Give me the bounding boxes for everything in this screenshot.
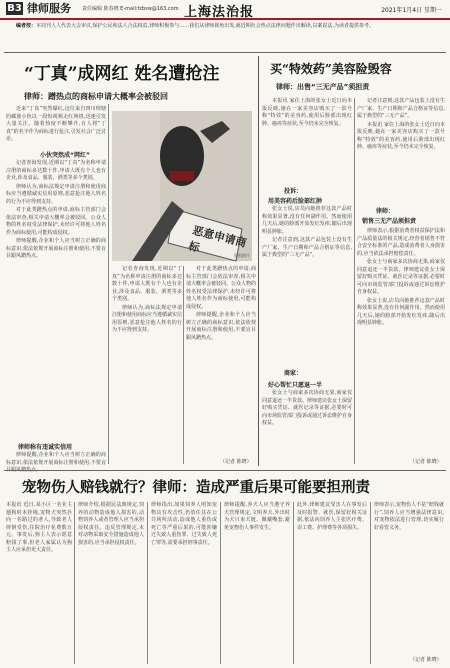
- photo-caption: 资料图片: [234, 253, 250, 258]
- editor-note: [16, 22, 444, 30]
- right-crosshead-1-text: 用美容药后脸部红肿: [268, 198, 323, 205]
- page-number-badge: B3: [7, 3, 22, 14]
- right-paragraph: 本报讯 家住上海的张女士近日向本报反映,她在一家美容店购买了一款号称“特效”的美容药,使用后脸部出现红肿、瘙痒等症状,至今仍未完全恢复。: [262, 98, 352, 127]
- right-crosshead-3-text: 好心帮忙只愿退一半: [268, 382, 323, 389]
- right-paragraph: 张女士与商家多次协商无果,商家仅同意退还一半货款。律师建议张女士保留好购买凭证、就医记录等证据,必要时可向市场监管部门投诉或通过诉讼维护自身权益。: [357, 259, 445, 295]
- left-paragraph: 记者查询发现,近期以“丁真”为名称申请注册的商标多达数十件,申请人既有个人也有企业,涉及食品、服装、酒类等多个类别。: [112, 266, 182, 302]
- bottom-column-4: 律师提醒,养犬人应当遵守养犬管理规定,文明养犬,外出时为犬只束犬链、佩戴嘴套,避免宠物伤人事件发生。: [224, 502, 290, 531]
- right-article-title: 买“特效药”美容险毁容: [270, 62, 392, 76]
- left-paragraph: 对于此类蹭热点的申请,商标主管部门会依法审查,相关申请大概率会被驳回。公众人物的姓名权受法律保护,未经许可将他人姓名作为商标使用,可能构成侵权。: [186, 266, 257, 310]
- left-paragraph: 律师提醒,企业和个人应当树立正确的商标意识,依法依规开展商标注册和使用,不要盲目跟风蹭热点。: [6, 238, 106, 259]
- column-divider: [354, 98, 355, 464]
- left-article-tail: [6, 452, 106, 464]
- right-paragraph: 张女士与商家多次协商无果,商家仅同意退还一半货款。律师建议张女士保留好购买凭证、就医记录等证据,必要时可向市场监管部门投诉或通过诉讼维护自身权益。: [262, 390, 353, 426]
- column-divider: [147, 502, 148, 664]
- editor-info: 责任编辑 陈春晓 E-mail:fzbsw@163.com: [82, 6, 179, 12]
- column-divider: [370, 502, 371, 664]
- column-divider: [183, 266, 184, 464]
- editor-note-text: 本周刊人人代表大会审议,保护公民和法人合法权益,律师积极参与……我们从律师视角出发,就近期社会热点法律问题作出解读,以案说法,为读者提供参考。: [36, 23, 374, 29]
- left-byline: （记者 陈晓）: [220, 459, 252, 465]
- right-crosshead-1: [284, 186, 302, 195]
- right-column-a-bottom: [262, 390, 352, 464]
- left-paragraph: 对于此类蹭热点的申请,商标主管部门会依法审查,相关申请大概率会被驳回。公众人物的姓名权受法律保护,未经许可将他人姓名作为商标使用,可能构成侵权。: [6, 207, 106, 236]
- top-divider: [4, 52, 446, 53]
- right-byline: （记者 陈晓）: [410, 459, 442, 465]
- right-paragraph: 本报讯 家住上海的张女士近日向本报反映,她在一家美容店购买了一款号称“特效”的美容药,使用后脸部出现红肿、瘙痒等症状,至今仍未完全恢复。: [357, 121, 445, 150]
- middle-column-a: [112, 266, 182, 466]
- right-column-b-top: [357, 98, 445, 202]
- right-paragraph: 记者注意到,这款产品包装上没有生产厂家、生产日期和产品合格证等信息,属于典型的“三无产品”。: [357, 98, 445, 119]
- left-article-lead: [6, 106, 106, 146]
- left-crosshead-1: 小伙突然成“网红”: [40, 152, 90, 159]
- bottom-column-1: 本报讯 近日,某小区一名业主遛狗时未拴绳,宠物犬突然扑向一名路过的老人,导致老人摔倒受伤,住院治疗花费数万元。事发后,狗主人表示愿意赔钱了事,但老人家属认为狗主人应承担更大责任。: [6, 502, 72, 553]
- right-crosshead-2: 律师：: [376, 208, 395, 215]
- page-header: [0, 0, 450, 20]
- sign-text: 恶意申请商标: [187, 223, 248, 255]
- right-article-subtitle: 律师：出售“三无产品”须担责: [276, 83, 370, 91]
- illustration-photo: [112, 111, 252, 261]
- right-crosshead-3: 商家：: [284, 370, 303, 377]
- right-crosshead-1-label: 投诉：: [284, 188, 303, 195]
- masthead: 上海法治报: [184, 5, 255, 20]
- right-crosshead-2-text: 销售三无产品须担责: [362, 218, 417, 225]
- bottom-column-6: 律师表示,宠物伤人不是“赔钱就行”,饲养人应当增强法律意识,对宠物依法进行管理,切实履行好看管义务。: [374, 502, 444, 531]
- left-paragraph: 记者查询发现,近期以“丁真”为名称申请注册的商标多达数十件,申请人既有个人也有企业,涉及食品、服装、酒类等多个类别。: [6, 160, 106, 181]
- right-paragraph: 张女士说,店员向她推荐这款产品时称效果显著,没有任何副作用。然而使用几天后,她的脸部开始发红发痒,随后出现明显肿胀。: [357, 297, 445, 326]
- right-column-b-body: [357, 228, 445, 454]
- right-column-a-mid: [262, 206, 352, 366]
- article-divider: [258, 56, 259, 466]
- column-divider: [293, 502, 294, 664]
- bottom-column-5: 此外,律师建议受害人在事发后及时报警、就医,保留好相关证据,依法向饲养人主张医疗费、误工费、护理费等各项损失。: [297, 502, 367, 531]
- section-name: 律师服务: [27, 2, 71, 15]
- left-article-body: [6, 160, 106, 425]
- column-divider: [74, 502, 75, 664]
- column-divider: [220, 502, 221, 664]
- left-article-title: “丁真”成网红 姓名遭抢注: [24, 64, 220, 84]
- left-paragraph: 律师提醒,企业和个人应当树立正确的商标意识,依法依规开展商标注册和使用,不要盲: [6, 452, 106, 466]
- middle-divider: [4, 470, 446, 471]
- left-crosshead-2: 律师称有违诚实信用: [18, 444, 73, 451]
- column-divider: [108, 104, 109, 464]
- left-paragraph: 近来“丁真”突然爆红,这位来自四川理塘的藏族小伙以一段短视频走红网络,迅速引发大量关注。随着热度不断攀升,有人将“丁真”的名字作为商标进行抢注,引发社会广泛讨论。: [6, 106, 106, 142]
- editor-note-label: 编者按：: [16, 23, 37, 29]
- left-paragraph: 律师提醒,企业和个人应当树立正确的商标意识,依法依规开展商标注册和使用,不要盲目跟风蹭热点。: [186, 312, 256, 341]
- bottom-column-2: 律师介绍,根据民法典规定,饲养的动物造成他人损害的,动物饲养人或者管理人应当承担侵权责任。违反管理规定,未对动物采取安全措施造成他人损害的,应当承担侵权责任。: [78, 502, 144, 546]
- issue-date: 2021年1月4日 星期一: [381, 7, 442, 14]
- left-article-subtitle: 律师：蹭热点的商标申请大概率会被驳回: [24, 92, 168, 101]
- right-column-a-top: [262, 98, 352, 180]
- middle-column-b: [186, 266, 256, 466]
- bottom-article-title: 宠物伤人赔钱就行？律师：造成严重后果可能要担刑责: [22, 480, 370, 496]
- bottom-column-3: 律师指出,如果饲养人明知宠物具有攻击性,仍放任其在公共场所活动,造成他人重伤或死亡等严重后果的,可能涉嫌过失致人重伤罪、过失致人死亡罪等,需要承担刑事责任。: [151, 502, 217, 546]
- bottom-byline: （记者 陈晓）: [410, 657, 442, 663]
- left-paragraph: 律师认为,商标法规定申请注册和使用商标应当遵循诚实信用原则,恶意抢注他人姓名的行为不应得到支持。: [112, 304, 183, 333]
- right-paragraph: 张女士说,店员向她推荐这款产品时称效果显著,没有任何副作用。然而使用几天后,她的脸部开始发红发痒,随后出现明显肿胀。: [262, 206, 352, 235]
- right-paragraph: 记者注意到,这款产品包装上没有生产厂家、生产日期和产品合格证等信息,属于典型的“三无产品”。: [262, 237, 352, 258]
- left-paragraph: 律师认为,商标法规定申请注册和使用商标应当遵循诚实信用原则,恶意抢注他人姓名的行为不应得到支持。: [6, 183, 106, 205]
- right-paragraph: 律师表示,根据消费者权益保护法和产品质量法的相关规定,经营者销售不符合安全标准的产品,造成消费者人身损害的,应当依法承担赔偿责任。: [357, 228, 445, 257]
